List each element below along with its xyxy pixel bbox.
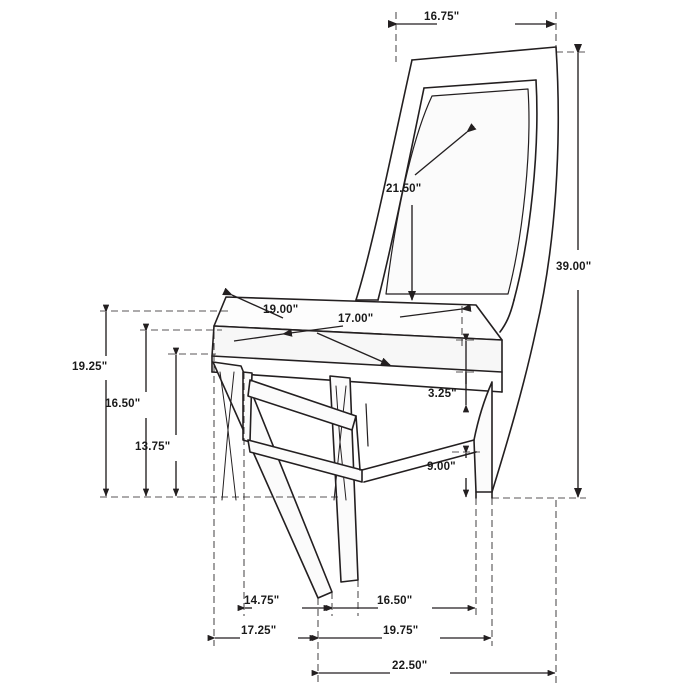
dimension-label-overall-depth: 22.50" bbox=[392, 660, 428, 672]
dimension-label-apron-height: 13.75" bbox=[135, 441, 171, 453]
chair-outline bbox=[212, 47, 558, 598]
dimension-label-seat-depth-diagonal: 19.00" bbox=[263, 304, 299, 316]
dimension-label-seat-back-width-top: 16.75" bbox=[424, 11, 460, 23]
dimension-label-back-height: 21.50" bbox=[386, 183, 422, 195]
dimension-label-stretcher-height: 9.00" bbox=[427, 461, 456, 473]
dimension-label-rear-leg-spread: 16.50" bbox=[377, 595, 413, 607]
dimension-label-front-depth: 17.25" bbox=[241, 625, 277, 637]
dimension-label-seat-front-height: 19.25" bbox=[72, 361, 108, 373]
dimension-label-rear-depth: 19.75" bbox=[383, 625, 419, 637]
dimension-label-seat-height: 16.50" bbox=[105, 398, 141, 410]
dimension-label-seat-width-diagonal: 17.00" bbox=[338, 313, 374, 325]
dimension-label-overall-height: 39.00" bbox=[556, 261, 592, 273]
dimension-label-seat-cushion-thickness: 3.25" bbox=[428, 388, 457, 400]
dimension-label-front-leg-spread: 14.75" bbox=[244, 595, 280, 607]
